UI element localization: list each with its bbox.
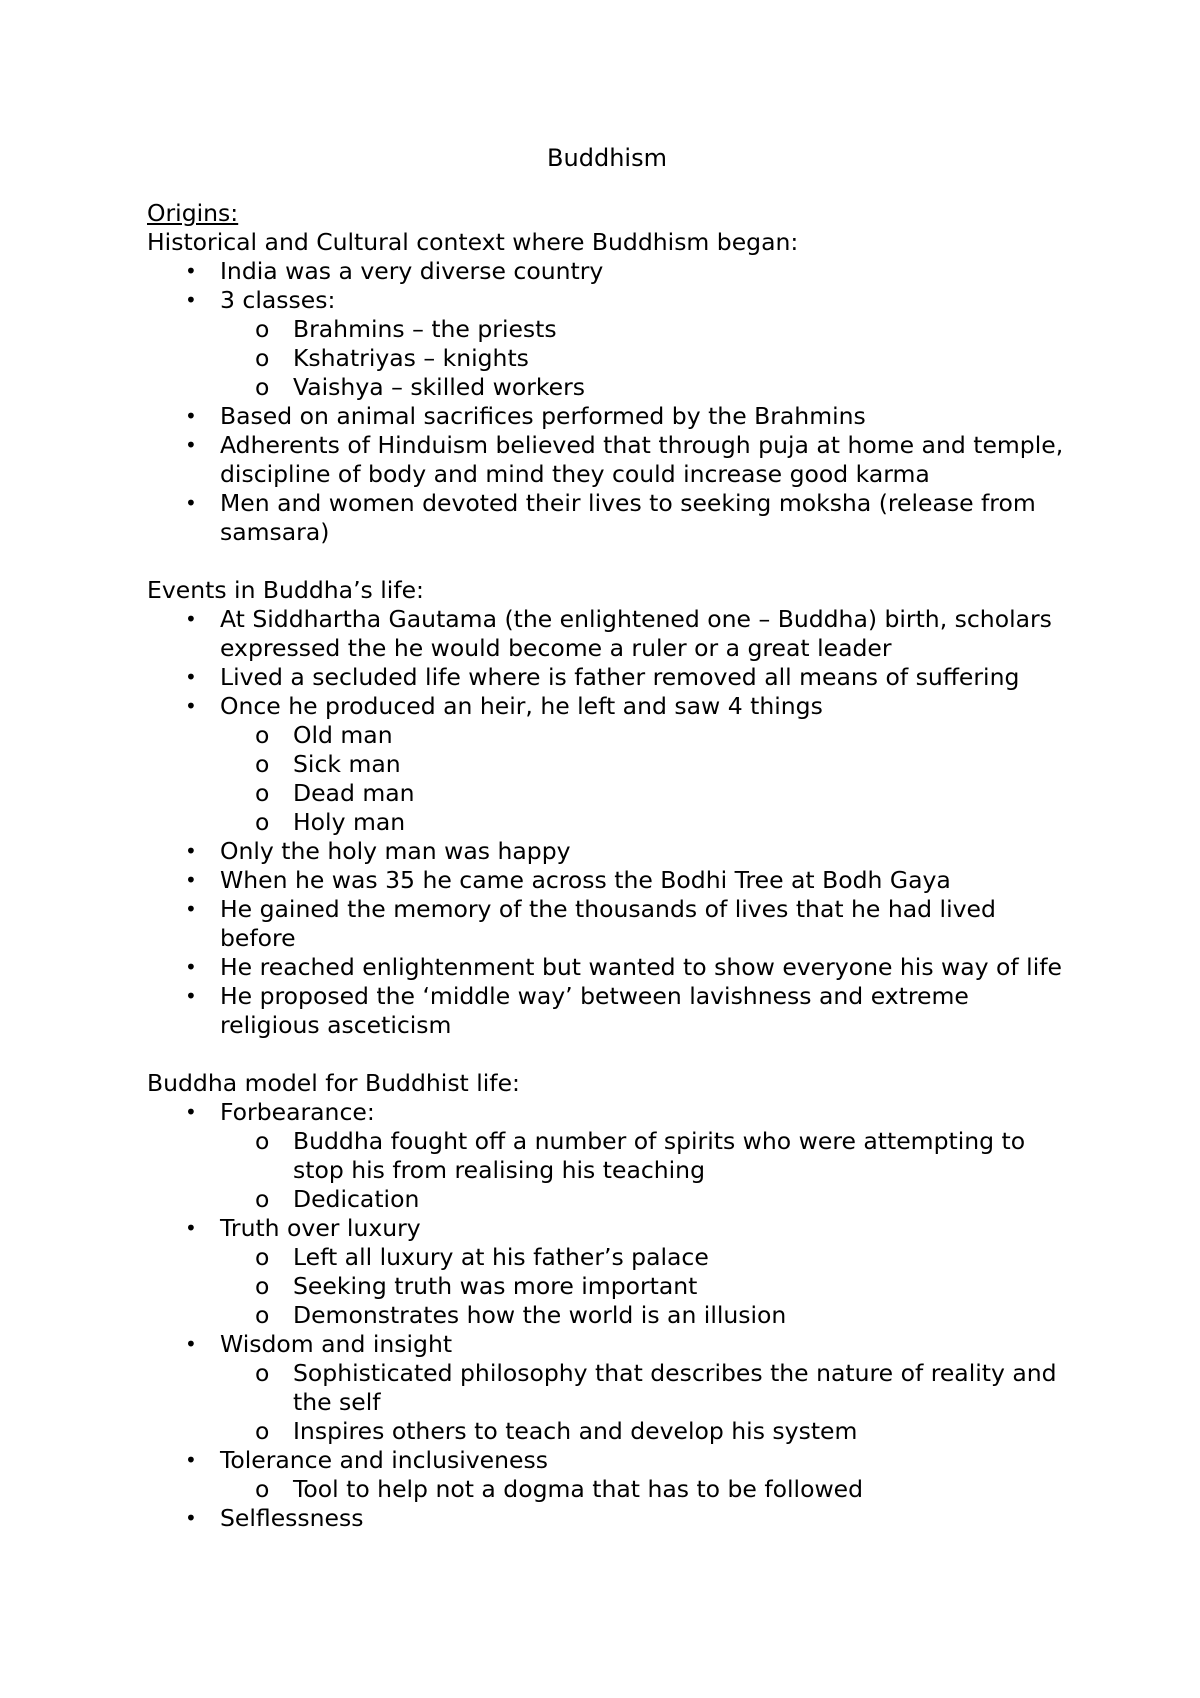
bullet-icon: • — [185, 259, 197, 283]
bullet-icon: • — [185, 607, 197, 631]
list-item — [147, 1504, 1067, 1533]
sub-bullet-icon: o — [255, 1243, 270, 1271]
list-item-text: Lived a secluded life where is father removed all means of suffering — [220, 663, 1020, 691]
section-heading: Origins: — [147, 199, 239, 227]
section-subheading: Historical and Cultural context where Buddhism began: — [147, 228, 799, 256]
bullet-icon: • — [185, 839, 197, 863]
sub-list-item — [147, 779, 1067, 808]
list-item-text: Once he produced an heir, he left and saw 4 things — [220, 692, 823, 720]
section-heading: Events in Buddha’s life: — [147, 576, 424, 604]
list-item-text: India was a very diverse country — [220, 257, 604, 285]
spacer — [147, 547, 1067, 576]
sub-bullet-icon: o — [255, 1127, 270, 1155]
sub-bullet-icon: o — [255, 344, 270, 372]
list-item — [147, 1098, 1067, 1127]
sub-bullet-icon: o — [255, 1475, 270, 1503]
sub-list-item-text: Holy man — [293, 808, 406, 836]
sub-list-item — [147, 750, 1067, 779]
bullet-icon: • — [185, 1100, 197, 1124]
list-item-text: He reached enlightenment but wanted to show everyone his way of life — [220, 953, 1062, 981]
section-origins — [147, 199, 1067, 547]
bullet-list — [147, 1098, 1067, 1533]
bullet-icon: • — [185, 955, 197, 979]
sub-list-item-text: Dedication — [293, 1185, 420, 1213]
section-events — [147, 576, 1067, 1040]
list-item-text: Selflessness — [220, 1504, 364, 1532]
sub-list-item — [147, 721, 1067, 750]
list-item — [147, 489, 1067, 547]
bullet-icon: • — [185, 433, 197, 457]
sub-bullet-icon: o — [255, 750, 270, 778]
sub-list-item — [147, 1185, 1067, 1214]
sub-bullet-icon: o — [255, 373, 270, 401]
bullet-list — [147, 257, 1067, 547]
list-item — [147, 982, 1067, 1040]
sub-list-item — [147, 808, 1067, 837]
bullet-icon: • — [185, 665, 197, 689]
list-item — [147, 866, 1067, 895]
list-item-text: At Siddhartha Gautama (the enlightened one – Buddha) birth, scholars expressed the he would become a ruler or a great leader — [220, 605, 1052, 662]
sub-bullet-icon: o — [255, 1272, 270, 1300]
bullet-icon: • — [185, 288, 197, 312]
sub-list-item — [147, 1243, 1067, 1272]
bullet-icon: • — [185, 1332, 197, 1356]
sub-bullet-icon: o — [255, 808, 270, 836]
list-item — [147, 1446, 1067, 1475]
list-item — [147, 286, 1067, 315]
section-model — [147, 1069, 1067, 1533]
sub-bullet-icon: o — [255, 1359, 270, 1387]
sub-list-item-text: Seeking truth was more important — [293, 1272, 698, 1300]
list-item — [147, 1214, 1067, 1243]
list-item-text: Tolerance and inclusiveness — [220, 1446, 548, 1474]
sub-bullet-icon: o — [255, 315, 270, 343]
bullet-icon: • — [185, 1506, 197, 1530]
list-item-text: Truth over luxury — [220, 1214, 421, 1242]
list-item — [147, 431, 1067, 489]
sub-list-item — [147, 1127, 1067, 1185]
sub-list-item — [147, 344, 1067, 373]
sub-bullet-icon: o — [255, 1185, 270, 1213]
list-item-text: Wisdom and insight — [220, 1330, 453, 1358]
section-heading: Buddha model for Buddhist life: — [147, 1069, 520, 1097]
sub-list-item-text: Buddha fought off a number of spirits who were attempting to stop his from realising his teaching — [293, 1127, 1026, 1184]
sub-bullet-icon: o — [255, 1301, 270, 1329]
list-item-text: When he was 35 he came across the Bodhi Tree at Bodh Gaya — [220, 866, 951, 894]
document-title: Buddhism — [547, 144, 667, 172]
list-item — [147, 895, 1067, 953]
bullet-icon: • — [185, 868, 197, 892]
sub-list-item — [147, 1417, 1067, 1446]
list-item-text: 3 classes: — [220, 286, 336, 314]
bullet-icon: • — [185, 897, 197, 921]
bullet-icon: • — [185, 1448, 197, 1472]
list-item-text: He proposed the ‘middle way’ between lavishness and extreme religious asceticism — [220, 982, 969, 1039]
sub-list-item — [147, 1301, 1067, 1330]
sub-list-item-text: Vaishya – skilled workers — [293, 373, 585, 401]
bullet-icon: • — [185, 491, 197, 515]
list-item — [147, 605, 1067, 663]
sub-list-item-text: Dead man — [293, 779, 415, 807]
sub-list-item — [147, 1272, 1067, 1301]
sub-list-item-text: Kshatriyas – knights — [293, 344, 529, 372]
sub-list-item-text: Brahmins – the priests — [293, 315, 557, 343]
list-item — [147, 953, 1067, 982]
document-page — [147, 143, 1067, 1533]
list-item — [147, 402, 1067, 431]
sub-bullet-icon: o — [255, 779, 270, 807]
sub-list-item-text: Sophisticated philosophy that describes the nature of reality and the self — [293, 1359, 1057, 1416]
list-item — [147, 257, 1067, 286]
list-item-text: Only the holy man was happy — [220, 837, 571, 865]
list-item-text: Men and women devoted their lives to seeking moksha (release from samsara) — [220, 489, 1036, 546]
sub-bullet-icon: o — [255, 721, 270, 749]
list-item-text: Based on animal sacrifices performed by the Brahmins — [220, 402, 866, 430]
spacer — [147, 1040, 1067, 1069]
list-item-text: He gained the memory of the thousands of lives that he had lived before — [220, 895, 996, 952]
bullet-icon: • — [185, 984, 197, 1008]
sub-list-item — [147, 315, 1067, 344]
sub-list-item-text: Tool to help not a dogma that has to be followed — [293, 1475, 864, 1503]
list-item — [147, 692, 1067, 721]
bullet-icon: • — [185, 1216, 197, 1240]
sub-list-item-text: Demonstrates how the world is an illusion — [293, 1301, 787, 1329]
list-item — [147, 1330, 1067, 1359]
sub-list-item-text: Old man — [293, 721, 393, 749]
sub-list-item — [147, 373, 1067, 402]
list-item-text: Forbearance: — [220, 1098, 375, 1126]
bullet-icon: • — [185, 404, 197, 428]
sub-list-item — [147, 1359, 1067, 1417]
sub-list-item-text: Sick man — [293, 750, 401, 778]
sub-list-item — [147, 1475, 1067, 1504]
bullet-list — [147, 605, 1067, 1040]
list-item-text: Adherents of Hinduism believed that through puja at home and temple, discipline of body and mind they could increase good karma — [220, 431, 1064, 488]
sub-list-item-text: Inspires others to teach and develop his system — [293, 1417, 858, 1445]
list-item — [147, 837, 1067, 866]
sub-list-item-text: Left all luxury at his father’s palace — [293, 1243, 709, 1271]
list-item — [147, 663, 1067, 692]
bullet-icon: • — [185, 694, 197, 718]
sub-bullet-icon: o — [255, 1417, 270, 1445]
